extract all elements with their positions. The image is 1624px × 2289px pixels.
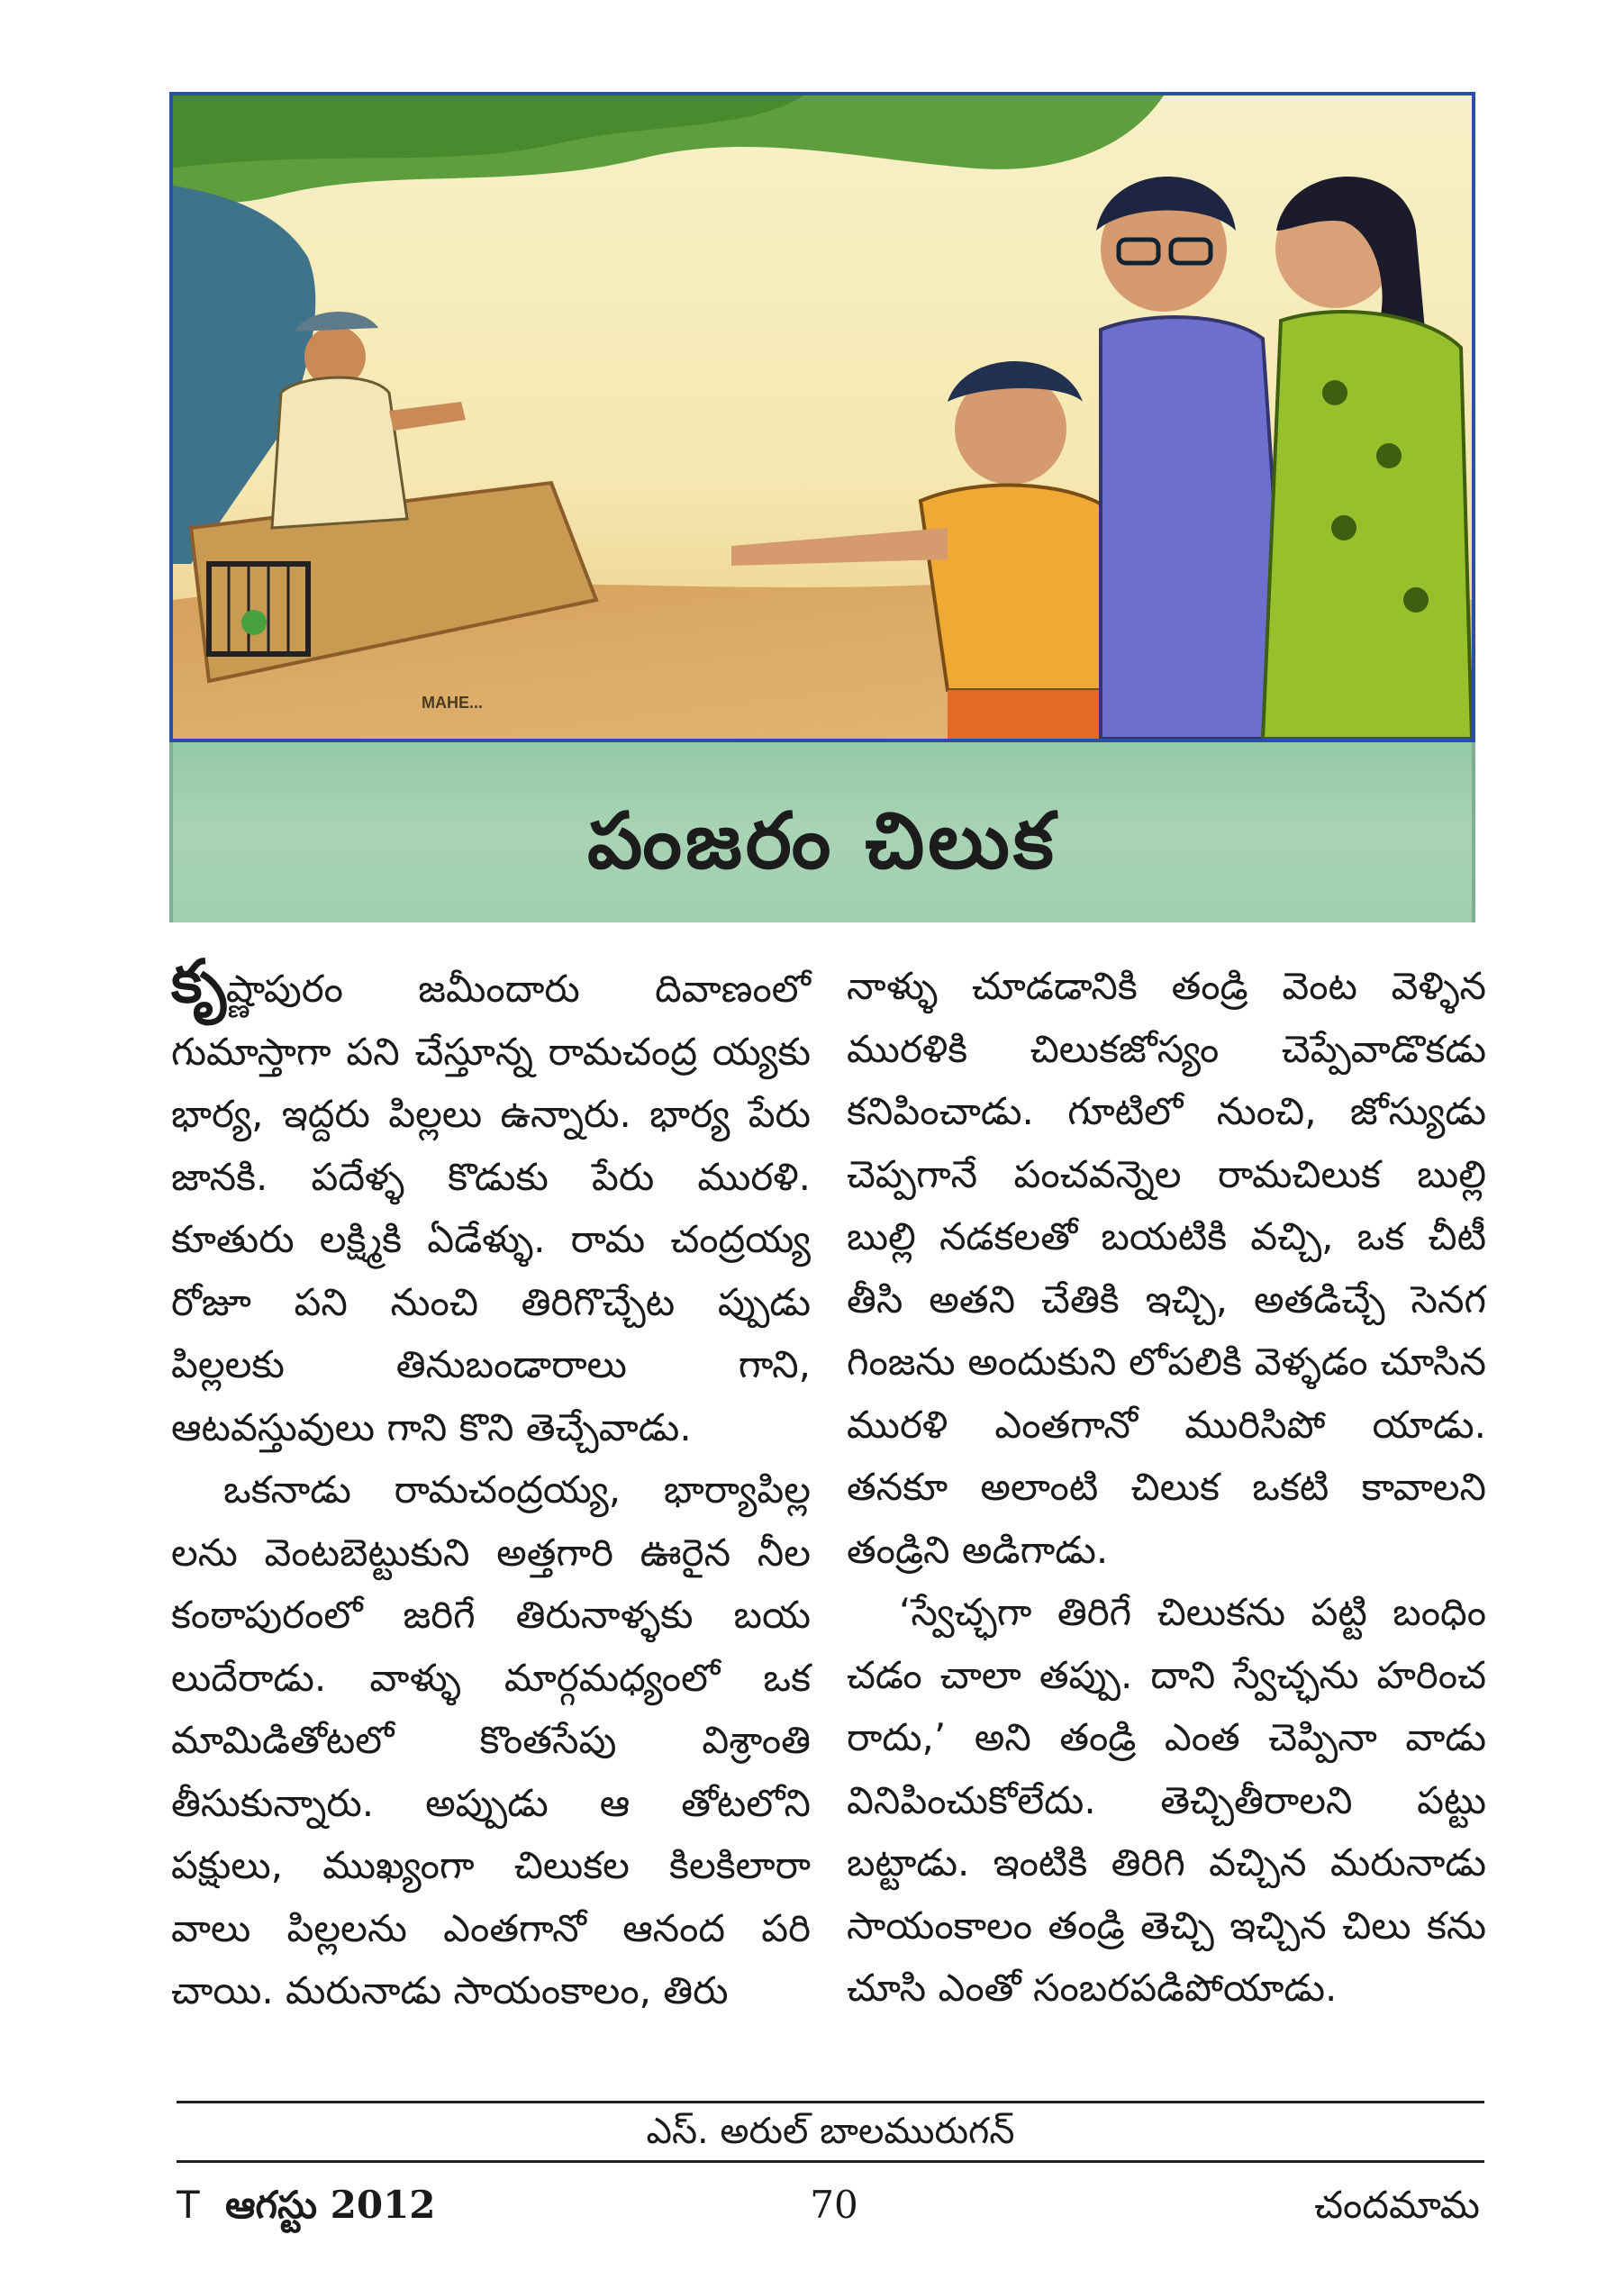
footer-issue-date: ఆగస్టు 2012 (225, 2183, 436, 2227)
story-author: ఎస్. అరుల్ బాలమురుగన్ (646, 2111, 1015, 2152)
story-illustration (169, 92, 1475, 742)
story-paragraph: నాళ్ళు చూడడానికి తండ్రి వెంట వెళ్ళిన మురళికి చిలుకజోస్యం చెప్పేవాడొకడు కనిపించాడు. గూటిలో నుంచి, జోస్యుడు చెప్పగానే పంచవన్నెల రామచిలుక బుల్లి బుల్లి నడకలతో బయటికి వచ్చి, ఒక చీటీ తీసి అతని చేతికి ఇచ్చి, అతడిచ్చే సెనగ గింజను అందుకుని లోపలికి వెళ్ళడం చూసిన మురళి ఎంతగానో మురిసిపో యాడు. తనకూ అలాంటి చిలుక ఒకటి కావాలని తండ్రిని అడిగాడు. (847, 964, 1486, 1572)
story-paragraph (171, 947, 811, 1458)
magazine-name: చందమామ (1314, 2183, 1480, 2227)
story-column-left (171, 947, 811, 2022)
author-rule-top (177, 2101, 1484, 2103)
story-column-right (847, 955, 1486, 2020)
artist-signature: MAHE... (422, 694, 484, 712)
story-paragraph: ఒకనాడు రామచంద్రయ్య, భార్యాపిల్ల లను వెంటబెట్టుకుని అత్తగారి ఊరైన నీల కంఠాపురంలో జరిగే తిరునాళ్ళకు బయ లుదేరాడు. వాళ్ళు మార్గమధ్యంలో ఒక మామిడితోటలో కొంతసేపు విశ్రాంతి తీసుకున్నారు. అప్పుడు ఆ తోటలోని పక్షులు, ముఖ్యంగా చిలుకల కిలకిలారా వాలు పిల్లలను ఎంతగానో ఆనంద పరి చాయి. మరునాడు సాయంకాలం, తిరు (171, 1467, 811, 2012)
story-paragraph: ‘స్వేచ్ఛగా తిరిగే చిలుకను పట్టి బంధిం చడం చాలా తప్పు. దాని స్వేచ్ఛను హరించ రాదు,’ అని తండ్రి ఎంత చెప్పినా వాడు వినిపించుకోలేదు. తెచ్చితీరాలని పట్టు బట్టాడు. ఇంటికి తిరిగి వచ్చిన మరునాడు సాయంకాలం తండ్రి తెచ్చి ఇచ్చిన చిలు కను చూసి ఎంతో సంబరపడిపోయాడు. (847, 1590, 1486, 2010)
paragraph-text: ష్ణాపురం జమీందారు దివాణంలో గుమాస్తాగా పని చేస్తూన్న రామచంద్ర య్యకు భార్య, ఇద్దరు పిల్లలు ఉన్నారు. భార్య పేరు జానకి. పదేళ్ళ కొడుకు పేరు మురళి. కూతురు లక్ష్మికి ఏడేళ్ళు. రామ చంద్రయ్య రోజూ పని నుంచి తిరిగొచ్చేట ప్పుడు పిల్లలకు తినుబండారాలు గాని, ఆటవస్తువులు గాని కొని తెచ్చేవాడు. (171, 967, 811, 1449)
drop-cap: కృ (171, 947, 226, 1016)
page-number: 70 (810, 2183, 858, 2227)
title-band (169, 742, 1475, 922)
story-title: పంజరం చిలుక (587, 796, 1057, 886)
footer-mark: T (177, 2183, 200, 2227)
author-rule-bottom (177, 2160, 1484, 2163)
